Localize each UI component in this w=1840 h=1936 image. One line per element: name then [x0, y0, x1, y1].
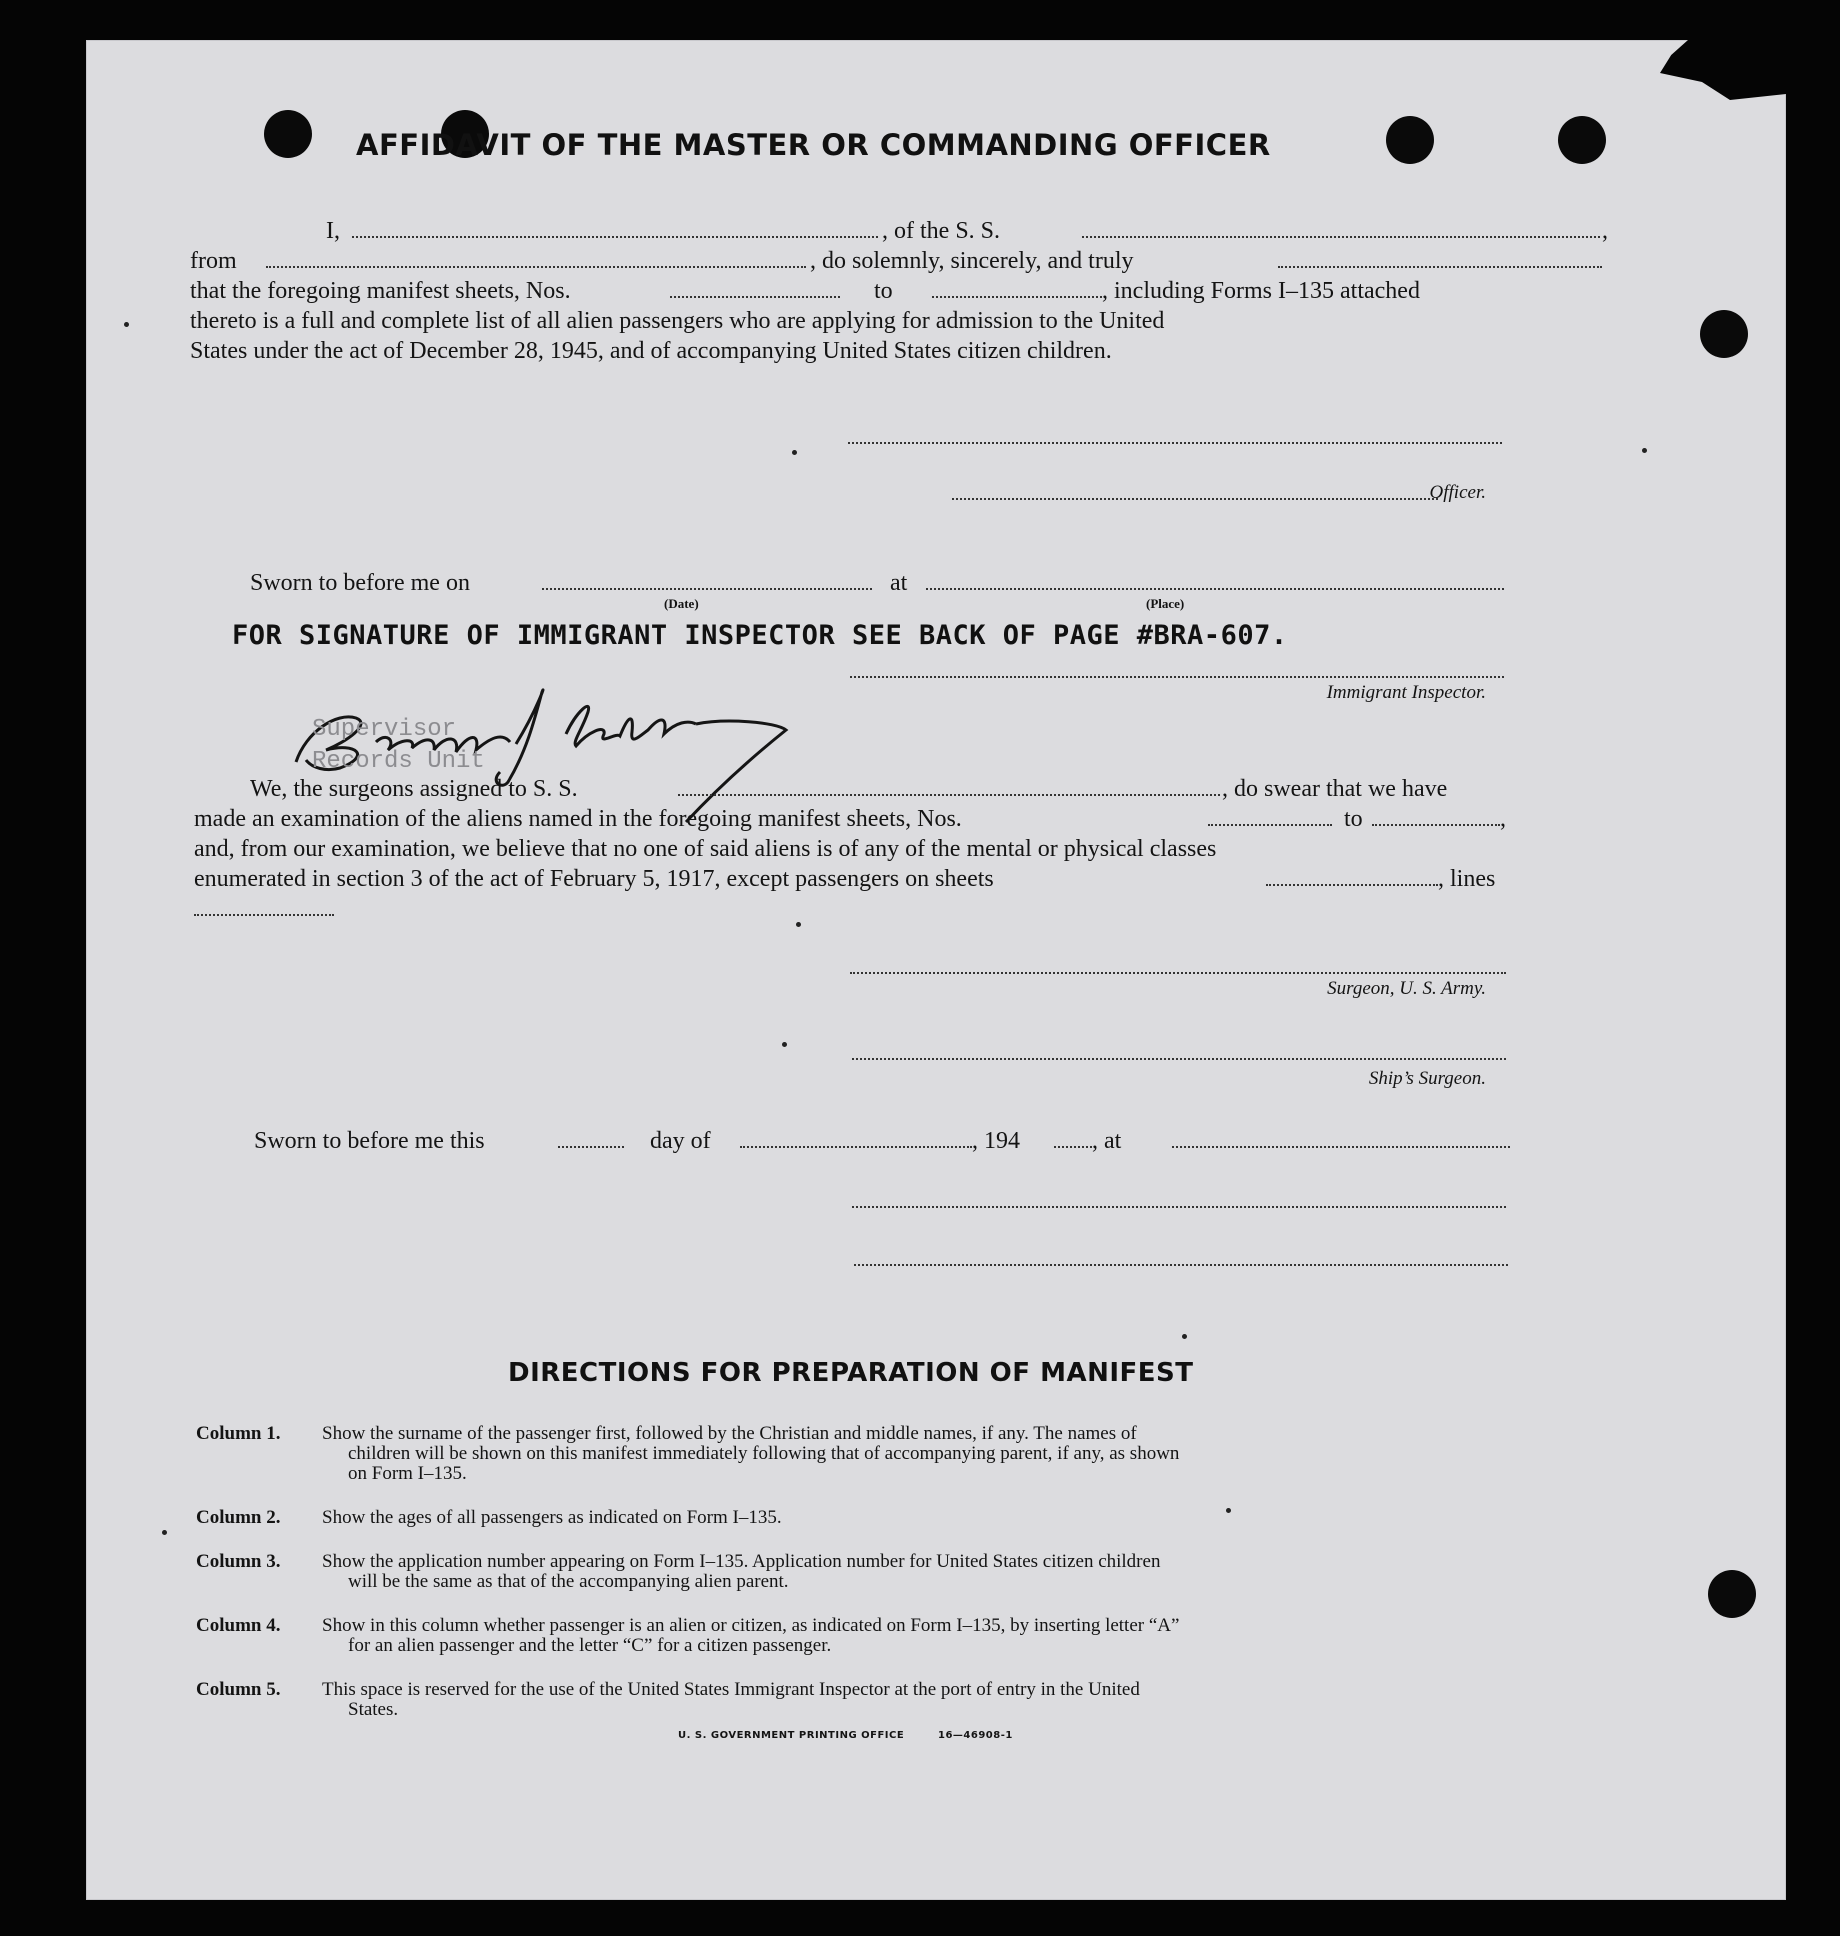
field-sworn-at[interactable] [1172, 1146, 1510, 1148]
field-surgeon-sheet-from[interactable] [1208, 824, 1332, 826]
text: to [1344, 806, 1363, 832]
witness-signature-line-2[interactable] [854, 1264, 1508, 1266]
affidavit-line-4: thereto is a full and complete list of all alien passengers who are applying for admission to the United [190, 308, 1165, 334]
manifest-page [86, 40, 1786, 1900]
direction-text-line: States. [348, 1699, 399, 1720]
text: , [1500, 806, 1506, 832]
direction-text-line: Show the application number appearing on Form I–135. Application number for United States citizen children [322, 1551, 1161, 1572]
speck [782, 1042, 787, 1047]
text: made an examination of the aliens named in the foregoing manifest sheets, Nos. [194, 806, 962, 832]
direction-text [322, 1552, 1512, 1592]
speck [1182, 1334, 1187, 1339]
field-except-lines[interactable] [194, 914, 334, 916]
surgeons-line-3: and, from our examination, we believe that no one of said aliens is of any of the mental or physical classes [194, 836, 1217, 862]
punch-hole [1708, 1570, 1756, 1618]
inspector-label: Immigrant Inspector. [1326, 682, 1486, 703]
direction-text-line: Show the surname of the passenger first, followed by the Christian and middle names, if any. The names of [322, 1423, 1137, 1444]
text: , of the S. S. [882, 218, 1001, 244]
form-number: 16—46908-1 [938, 1730, 1013, 1741]
field-sheet-from[interactable] [670, 296, 840, 298]
direction-col-label: Column 5. [196, 1679, 281, 1700]
torn-corner [1646, 40, 1786, 100]
punch-hole [264, 110, 312, 158]
inspector-signature-line[interactable] [850, 676, 1504, 678]
affidavit-line-5: States under the act of December 28, 1945, and of accompanying United States citizen children. [190, 338, 1112, 364]
direction-text [322, 1508, 1512, 1528]
direction-text-line: This space is reserved for the use of the United States Immigrant Inspector at the port of entry in the United [322, 1679, 1140, 1700]
text: , 194 [972, 1128, 1020, 1154]
text: Sworn to before me this [254, 1128, 485, 1154]
text: day of [650, 1128, 711, 1154]
officer-signature-line[interactable] [848, 442, 1502, 444]
text: enumerated in section 3 of the act of February 5, 1917, except passengers on sheets [194, 866, 994, 892]
army-surgeon-signature-line[interactable] [850, 972, 1506, 974]
text: to [874, 278, 893, 304]
direction-text-line: will be the same as that of the accompanying alien parent. [348, 1571, 789, 1592]
field-except-sheets[interactable] [1266, 884, 1438, 886]
text: that the foregoing manifest sheets, Nos. [190, 278, 571, 304]
direction-text-line: Show the ages of all passengers as indicated on Form I–135. [322, 1507, 782, 1528]
direction-text-line: children will be shown on this manifest immediately following that of accompanying parent, if any, as shown [348, 1443, 1180, 1464]
inspector-stamp-note: FOR SIGNATURE OF IMMIGRANT INSPECTOR SEE BACK OF PAGE #BRA-607. [232, 620, 1288, 651]
officer-label: Officer. [1429, 482, 1486, 503]
field-master-name[interactable] [352, 236, 878, 238]
speck [1642, 448, 1647, 453]
typed-title-supervisor: Supervisor [312, 716, 457, 743]
text: I, [326, 218, 340, 244]
speck [124, 322, 129, 327]
direction-text [322, 1616, 1512, 1656]
field-sworn-year[interactable] [1054, 1146, 1092, 1148]
punch-hole [1386, 116, 1434, 164]
text: , do swear that we have [1222, 776, 1448, 802]
direction-col-label: Column 1. [196, 1423, 281, 1444]
ship-surgeon-label: Ship’s Surgeon. [1368, 1068, 1486, 1089]
direction-col-label: Column 3. [196, 1551, 281, 1572]
direction-text [322, 1424, 1512, 1484]
directions-title: DIRECTIONS FOR PREPARATION OF MANIFEST [508, 1358, 1194, 1388]
speck [162, 1530, 167, 1535]
affidavit-title: AFFIDAVIT OF THE MASTER OR COMMANDING OFFICER [356, 128, 1271, 162]
direction-text-line: on Form I–135. [348, 1463, 467, 1484]
direction-text [322, 1680, 1512, 1720]
army-surgeon-label: Surgeon, U. S. Army. [1327, 978, 1486, 999]
text: , do solemnly, sincerely, and truly [810, 248, 1134, 274]
text: from [190, 248, 237, 274]
field-sworn-date[interactable] [542, 588, 872, 590]
field-truly[interactable] [1278, 266, 1602, 268]
punch-hole [1558, 116, 1606, 164]
field-sheet-to[interactable] [932, 296, 1102, 298]
place-caption: (Place) [1146, 596, 1185, 611]
field-from-port[interactable] [266, 266, 806, 268]
text: Sworn to before me on [250, 570, 470, 596]
field-surgeon-sheet-to[interactable] [1372, 824, 1500, 826]
field-ship-name[interactable] [1082, 236, 1600, 238]
field-surgeon-ship[interactable] [678, 794, 1220, 796]
text: , including Forms I–135 attached [1102, 278, 1420, 304]
officer-title-line[interactable] [952, 498, 1438, 500]
text: at [890, 570, 908, 596]
text: , [1602, 218, 1608, 244]
ship-surgeon-signature-line[interactable] [852, 1058, 1506, 1060]
direction-col-label: Column 4. [196, 1615, 281, 1636]
field-sworn-day[interactable] [558, 1146, 624, 1148]
direction-text-line: for an alien passenger and the letter “C” for a citizen passenger. [348, 1635, 832, 1656]
field-sworn-month[interactable] [740, 1146, 972, 1148]
punch-hole [1700, 310, 1748, 358]
field-sworn-place[interactable] [926, 588, 1504, 590]
date-caption: (Date) [664, 596, 699, 611]
typed-title-records-unit: Records Unit [312, 748, 485, 775]
text: , at [1092, 1128, 1122, 1154]
witness-signature-line-1[interactable] [852, 1206, 1506, 1208]
direction-text-line: Show in this column whether passenger is an alien or citizen, as indicated on Form I–135, by inserting letter “A” [322, 1615, 1180, 1636]
printer-imprint: U. S. GOVERNMENT PRINTING OFFICE [678, 1730, 905, 1741]
text: We, the surgeons assigned to S. S. [250, 776, 578, 802]
speck [796, 922, 801, 927]
speck [792, 450, 797, 455]
direction-col-label: Column 2. [196, 1507, 281, 1528]
text: , lines [1438, 866, 1496, 892]
